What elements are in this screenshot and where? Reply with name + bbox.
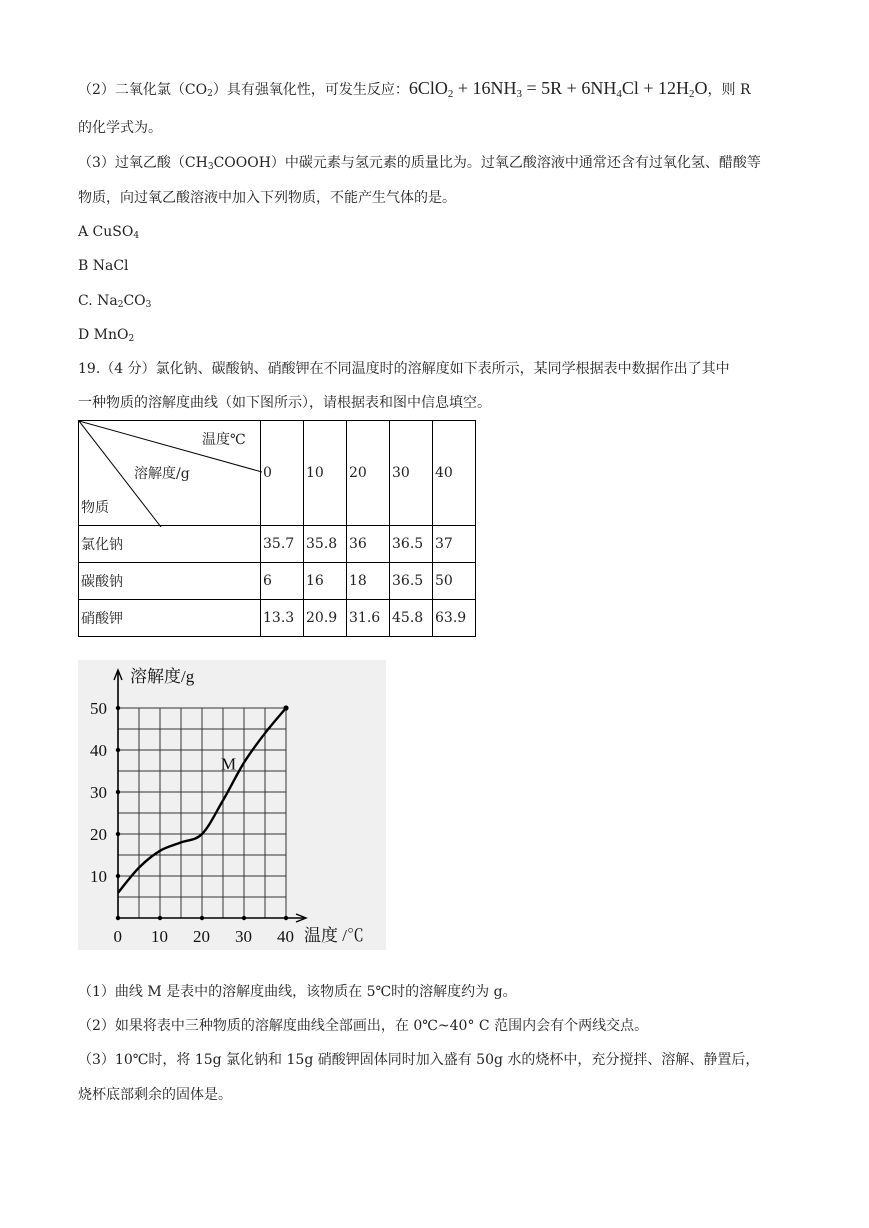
y-tick-label: 10 [90,867,107,886]
table-cell: 35.7 [261,526,304,563]
option-b: B NaCl [78,258,129,274]
table-cell: 16 [304,563,347,600]
table-header-row [79,421,476,526]
x-tick-dot [116,916,120,920]
table-cell: 13.3 [261,600,304,637]
y-tick-label: 20 [90,825,107,844]
temp-header: 40 [433,421,476,526]
x-tick-label: 30 [235,927,252,946]
table-cell: 20.9 [304,600,347,637]
solubility-chart-svg [78,660,386,950]
option-d: D MnO$_2$ [78,327,135,344]
solubility-chart [78,660,386,950]
y-tick-dot [116,706,120,710]
reaction-equation: $6ClO_2 + 16NH_3 = 5R + 6NH_4Cl + 12H_2O$ [408,78,708,100]
temp-header: 10 [304,421,347,526]
q19-intro-line2: 一种物质的溶解度曲线（如下图所示），请根据表和图中信息填空。 [78,395,491,411]
curve-end-point [283,705,288,710]
table-cell: 36.5 [390,563,433,600]
q19-sub3-line2: 烧杯底部剩余的固体是。 [78,1087,232,1103]
q18-part2-line1: （2）二氧化氯$(CO_2)$具有强氧化性，可发生反应：$6ClO_2 + 16NH_3 = 5R + 6NH_4Cl + 12H_2O$，则 R [78,78,751,100]
x-axis-label: 温度 /℃ [304,926,364,945]
table-row [79,600,476,637]
option-a: A CuSO$_4$ [78,224,140,241]
x-tick-label: 0 [113,927,122,946]
y-tick-dot [116,790,120,794]
x-tick-label: 20 [193,927,210,946]
y-tick-label: 40 [90,741,107,760]
table-cell: 50 [433,563,476,600]
q19-sub1: （1）曲线 M 是表中的溶解度曲线，该物质在 5℃时的溶解度约为 g。 [78,984,517,1000]
x-tick-dot [158,916,162,920]
y-tick-label: 30 [90,783,107,802]
table-cell: 35.8 [304,526,347,563]
x-tick-dot [284,916,288,920]
q19-intro-line1: 19.（4 分）氯化钠、碳酸钠、硝酸钾在不同温度时的溶解度如下表所示，某同学根据表中数据作出了其中 [78,361,730,377]
table-cell: 37 [433,526,476,563]
table-row [79,526,476,563]
x-tick-dot [242,916,246,920]
y-axis-label: 溶解度/g [130,667,195,686]
q19-sub3-line1: （3）10℃时，将 15g 氯化钠和 15g 硝酸钾固体同时加入盛有 50g 水的烧杯中，充分搅拌、溶解、静置后， [78,1052,760,1068]
substance-name: 碳酸钠 [79,563,261,600]
table-cell: 63.9 [433,600,476,637]
curve-label-m: M [221,754,237,774]
corner-substance-label: 物质 [81,500,109,516]
table-cell: 36 [347,526,390,563]
corner-temp-label: 温度℃ [202,432,246,448]
x-tick-dot [200,916,204,920]
temp-header: 20 [347,421,390,526]
table-corner-cell [79,421,261,526]
q18-part3-line1: （3）过氧乙酸$(CH_3COOOH)$中碳元素与氢元素的质量比为。过氧乙酸溶液中通常还含有过氧化氢、醋酸等 [78,155,761,172]
y-tick-label: 50 [90,699,107,718]
temp-header: 0 [261,421,304,526]
substance-name: 氯化钠 [79,526,261,563]
corner-solubility-label: 溶解度/g [134,466,190,482]
q19-sub2: （2）如果将表中三种物质的溶解度曲线全部画出，在 0℃~40° C 范围内会有个两线交点。 [78,1018,649,1034]
table-cell: 31.6 [347,600,390,637]
table-cell: 18 [347,563,390,600]
solubility-table [78,420,476,637]
option-c: C. $Na_2CO_3$ [78,293,152,310]
y-tick-dot [116,832,120,836]
x-tick-label: 40 [277,927,294,946]
y-tick-dot [116,874,120,878]
table-cell: 36.5 [390,526,433,563]
y-tick-dot [116,748,120,752]
x-tick-label: 10 [151,927,168,946]
substance-name: 硝酸钾 [79,600,261,637]
table-row [79,563,476,600]
q18-part3-line2: 物质，向过氧乙酸溶液中加入下列物质，不能产生气体的是。 [78,190,456,206]
temp-header: 30 [390,421,433,526]
q18-part2-line2: 的化学式为。 [78,120,162,136]
table-cell: 45.8 [390,600,433,637]
table-cell: 6 [261,563,304,600]
